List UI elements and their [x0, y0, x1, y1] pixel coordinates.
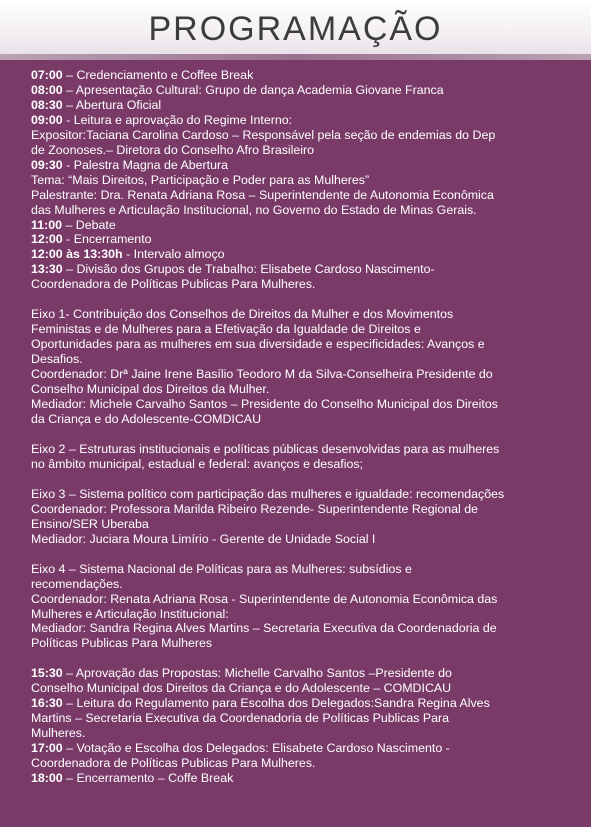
schedule-time: 17:00	[31, 741, 63, 756]
schedule-line	[31, 307, 579, 322]
schedule-line	[31, 442, 579, 457]
schedule-line	[31, 681, 579, 696]
schedule-text: Eixo 3 – Sistema político com participação das mulheres e igualdade: recomendações	[31, 486, 505, 501]
schedule-text: Eixo 4 – Sistema Nacional de Políticas para as Mulheres: subsídios e	[31, 561, 412, 576]
schedule-text: Mulheres e Articulação Institucional:	[31, 606, 229, 621]
schedule-line	[31, 621, 579, 636]
schedule-time: 08:30	[31, 97, 63, 112]
schedule-time: 09:30	[31, 157, 63, 172]
schedule-time: 15:30	[31, 666, 63, 681]
section-gap	[31, 547, 579, 562]
schedule-text: Eixo 2 – Estruturas institucionais e políticas públicas desenvolvidas para as mulheres	[31, 441, 500, 456]
schedule-line	[31, 262, 579, 277]
schedule-line	[31, 696, 579, 711]
schedule-time: 13:30	[31, 262, 63, 277]
schedule-line	[31, 98, 579, 113]
schedule-text: – Apresentação Cultural: Grupo de dança Academia Giovane Franca	[62, 82, 444, 97]
schedule-text: Mediador: Sandra Regina Alves Martins – Secretaria Executiva da Coordenadoria de	[31, 621, 497, 636]
schedule-time: 18:00	[31, 771, 63, 786]
schedule-line	[31, 367, 579, 382]
schedule-line	[31, 517, 579, 532]
schedule-text: - Leitura e aprovação do Regime Interno:	[62, 112, 293, 127]
schedule-text: Martins – Secretaria Executiva da Coordenadoria de Políticas Publicas Para	[31, 711, 450, 726]
schedule-line	[31, 771, 579, 786]
schedule-line	[31, 756, 579, 771]
schedule-line	[31, 636, 579, 651]
schedule-text: - Palestra Magna de Abertura	[62, 157, 229, 172]
schedule-time: 07:00	[31, 68, 63, 82]
schedule-text: – Votação e Escolha dos Delegados: Elisabete Cardoso Nascimento -	[62, 741, 450, 756]
schedule-text: Expositor:Taciana Carolina Cardoso – Responsável pela seção de endemias do Dep	[31, 127, 496, 142]
schedule-text: das Mulheres e Articulação Institucional, no Governo do Estado de Minas Gerais.	[31, 202, 477, 217]
schedule-text: Oportunidades para as mulheres em sua diversidade e especificidades: Avanços e	[31, 337, 485, 352]
schedule-line	[31, 577, 579, 592]
schedule-line	[31, 83, 579, 98]
schedule-text: Coordenador: Drª Jaine Irene Basílio Teodoro M da Silva-Conselheira Presidente do	[31, 367, 493, 382]
schedule-line	[31, 188, 579, 203]
schedule-line	[31, 232, 579, 247]
schedule-text: Eixo 1- Contribuição dos Conselhos de Direitos da Mulher e dos Movimentos	[31, 307, 454, 322]
schedule-line	[31, 322, 579, 337]
schedule-line	[31, 113, 579, 128]
schedule-time: 16:30	[31, 696, 63, 711]
schedule-text: Palestrante: Dra. Renata Adriana Rosa – Superintendente de Autonomia Econômica	[31, 187, 494, 202]
schedule-time: 09:00	[31, 112, 63, 127]
schedule-text: – Credenciamento e Coffee Break	[62, 68, 254, 82]
schedule-line	[31, 457, 579, 472]
schedule-line	[31, 502, 579, 517]
schedule-line	[31, 158, 579, 173]
section-gap	[31, 292, 579, 307]
schedule-line	[31, 277, 579, 292]
schedule-text: Feministas e de Mulheres para a Efetivação da Igualdade de Direitos e	[31, 322, 421, 337]
schedule-line	[31, 247, 579, 262]
schedule-line	[31, 562, 579, 577]
schedule-line	[31, 203, 579, 218]
schedule-text: Ensino/SER Uberaba	[31, 516, 149, 531]
schedule-text: Conselho Municipal dos Direitos da Criança e do Adolescente – COMDICAU	[31, 681, 452, 696]
schedule-text: Coordenador: Renata Adriana Rosa - Superintendente de Autonomia Econômica das	[31, 591, 498, 606]
schedule-text: - Intervalo almoço	[122, 247, 225, 262]
schedule-line	[31, 592, 579, 607]
schedule-line	[31, 711, 579, 726]
schedule-time: 12:00 às 13:30h	[31, 247, 123, 262]
schedule-text: – Leitura do Regulamento para Escolha dos Delegados:Sandra Regina Alves	[62, 696, 490, 711]
schedule-line	[31, 128, 579, 143]
schedule-line	[31, 352, 579, 367]
schedule-text: Mulheres.	[31, 726, 86, 741]
schedule-time: 08:00	[31, 82, 63, 97]
schedule-time: 12:00	[31, 232, 63, 247]
schedule-text: Mediador: Michele Carvalho Santos – Presidente do Conselho Municipal dos Direitos	[31, 397, 498, 412]
schedule-text: Conselho Municipal dos Direitos da Mulher.	[31, 382, 270, 397]
schedule-text: Tema: “Mais Direitos, Participação e Poder para as Mulheres”	[31, 172, 370, 187]
schedule-text: – Debate	[62, 217, 116, 232]
schedule-text: Coordenadora de Políticas Publicas Para Mulheres.	[31, 756, 316, 771]
schedule-line	[31, 173, 579, 188]
schedule-line	[31, 666, 579, 681]
schedule-line	[31, 218, 579, 233]
section-gap	[31, 427, 579, 442]
schedule-text: Mediador: Juciara Moura Limírio - Gerente de Unidade Social I	[31, 531, 376, 546]
header-banner	[0, 0, 591, 60]
schedule-text: Coordenadora de Políticas Publicas Para Mulheres.	[31, 277, 316, 292]
schedule-line	[31, 382, 579, 397]
schedule-text: Políticas Publicas Para Mulheres	[31, 636, 213, 651]
schedule-text: - Encerramento	[62, 232, 152, 247]
schedule-text: de Zoonoses.– Diretora do Conselho Afro Brasileiro	[31, 142, 315, 157]
schedule-line	[31, 397, 579, 412]
schedule-text: – Abertura Oficial	[62, 97, 162, 112]
schedule-line	[31, 68, 579, 83]
schedule-text: Desafios.	[31, 352, 83, 367]
schedule-text: – Encerramento – Coffe Break	[62, 771, 234, 786]
schedule-line	[31, 741, 579, 756]
schedule-line	[31, 143, 579, 158]
schedule-line	[31, 337, 579, 352]
schedule-content	[31, 68, 579, 786]
schedule-line	[31, 412, 579, 427]
schedule-text: – Divisão dos Grupos de Trabalho: Elisabete Cardoso Nascimento-	[62, 262, 435, 277]
schedule-line	[31, 726, 579, 741]
schedule-line	[31, 532, 579, 547]
schedule-text: recomendações.	[31, 576, 123, 591]
schedule-text: da Criança e do Adolescente-COMDICAU	[31, 411, 262, 426]
schedule-line	[31, 487, 579, 502]
schedule-text: – Aprovação das Propostas: Michelle Carvalho Santos –Presidente do	[62, 666, 452, 681]
schedule-time: 11:00	[31, 217, 63, 232]
schedule-line	[31, 607, 579, 622]
section-gap	[31, 472, 579, 487]
section-gap	[31, 651, 579, 666]
schedule-text: no âmbito municipal, estadual e federal: avanços e desafios;	[31, 456, 363, 471]
schedule-text: Coordenador: Professora Marilda Ribeiro Rezende- Superintendente Regional de	[31, 501, 479, 516]
page-title: PROGRAMAÇÃO	[148, 10, 443, 48]
